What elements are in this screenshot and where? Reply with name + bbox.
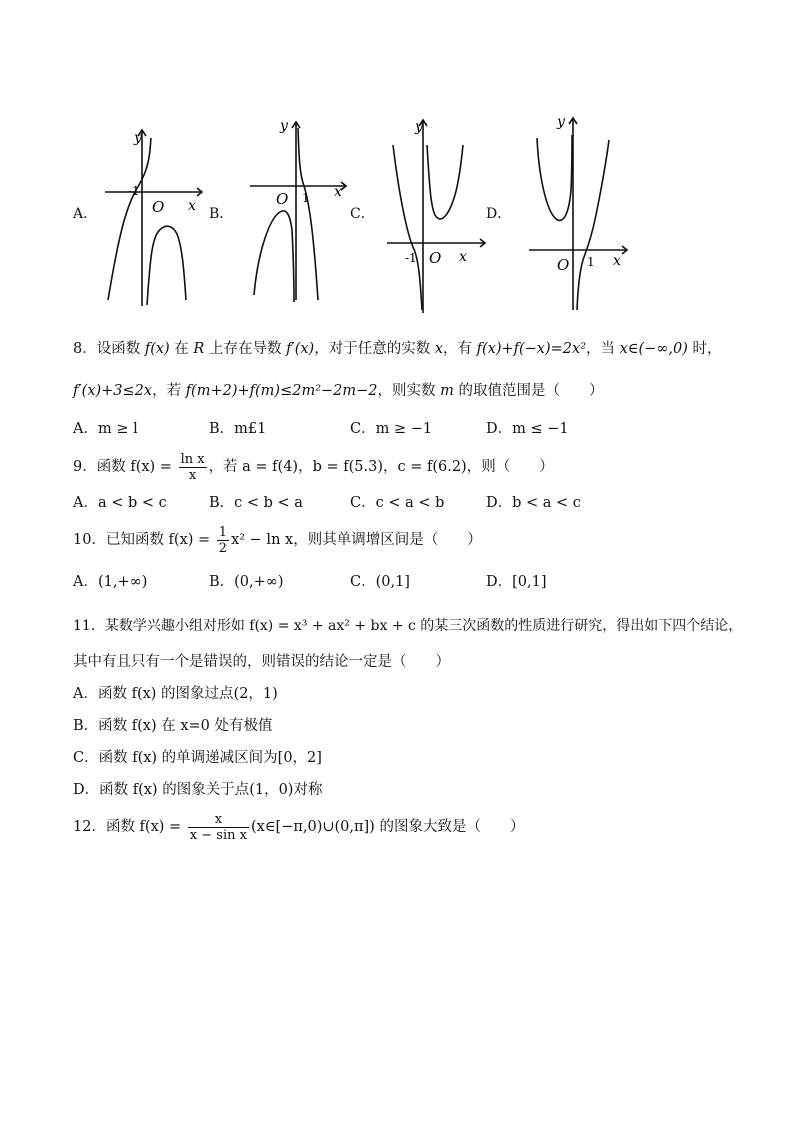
q10-numerator: 1 xyxy=(218,524,228,540)
graph-option-c-label: C． xyxy=(350,206,375,222)
tick-minus-1: -1 xyxy=(128,184,140,198)
q8-math: x xyxy=(434,341,444,357)
q8-text: ，则实数 xyxy=(377,383,441,399)
x-label: x xyxy=(459,249,467,265)
y-label: y xyxy=(415,119,423,135)
q8-text: 8．设函数 xyxy=(73,341,145,357)
q9-option-d: D．b < a < c xyxy=(486,495,581,511)
q8-text: ，对于任意的实数 xyxy=(314,341,435,357)
q10-option-d: D．[0,1] xyxy=(486,574,547,590)
x-label: x xyxy=(188,198,196,214)
q8-option-d: D．m ≤ −1 xyxy=(486,421,569,437)
q8-math: x∈(−∞,0) xyxy=(619,341,688,357)
curve-right xyxy=(427,145,463,219)
q8-text: 在 xyxy=(169,341,194,357)
q8-math: m xyxy=(440,383,454,399)
q9-option-b: B．c < b < a xyxy=(209,495,303,511)
curve-right xyxy=(577,140,609,310)
q9-text: 9．函数 f(x) = xyxy=(73,459,177,475)
q8-math: f(x)+f(−x)=2x² xyxy=(476,341,587,357)
q8-option-c: C．m ≥ −1 xyxy=(350,421,433,437)
graph-option-d-label: D． xyxy=(486,206,512,222)
curve-right xyxy=(298,128,318,300)
q12-numerator: x xyxy=(188,812,249,828)
curve-left xyxy=(393,145,422,310)
y-label: y xyxy=(557,114,565,130)
curve-left xyxy=(108,138,151,300)
question-8-line-1 xyxy=(73,339,722,359)
q8-text: 时， xyxy=(687,341,722,357)
q8-math: f(m+2)+f(m)≤2m²−2m−2 xyxy=(185,383,378,399)
q8-option-a: A．m ≥ l xyxy=(73,421,138,437)
question-9 xyxy=(73,450,554,484)
question-10 xyxy=(73,523,482,557)
q10-option-b: B．(0,+∞) xyxy=(209,574,284,590)
x-label: x xyxy=(613,253,621,269)
tick-1: 1 xyxy=(302,191,310,205)
graph-option-b-label: B． xyxy=(209,206,234,222)
origin-label: O xyxy=(152,198,165,216)
q9-text: ，若 a = f(4)，b = f(5.3)，c = f(6.2)，则（ ） xyxy=(208,459,554,475)
graph-c xyxy=(385,115,495,315)
q8-text: 上存在导数 xyxy=(204,341,287,357)
origin-label: O xyxy=(557,256,570,274)
q8-math: R xyxy=(193,341,205,357)
q10-text: x² − ln x，则其单调增区间是（ ） xyxy=(231,532,482,548)
q12-text: 12．函数 f(x) = xyxy=(73,819,186,835)
q11-option-c: C．函数 f(x) 的单调递减区间为[0，2] xyxy=(73,750,322,766)
q12-fraction xyxy=(188,812,249,843)
curve-left xyxy=(537,135,572,220)
origin-label: O xyxy=(276,190,289,208)
q9-option-a: A．a < b < c xyxy=(73,495,167,511)
question-8-line-2 xyxy=(73,381,603,401)
q10-text: 10．已知函数 f(x) = xyxy=(73,532,215,548)
q9-fraction xyxy=(179,452,207,483)
graph-option-a-label: A． xyxy=(73,206,98,222)
x-label: x xyxy=(334,184,342,200)
graph-a xyxy=(100,120,210,310)
curve-left xyxy=(254,211,294,302)
q8-text: 的取值范围是（ ） xyxy=(453,383,604,399)
tick-1: 1 xyxy=(587,255,595,269)
q8-math: f′(x) xyxy=(286,341,315,357)
q10-option-c: C．(0,1] xyxy=(350,574,410,590)
q9-numerator: ln x xyxy=(180,451,205,467)
q8-text: ，若 xyxy=(152,383,186,399)
tick-minus-1: -1 xyxy=(405,251,417,265)
question-11-line-2: 其中有且只有一个是错误的，则错误的结论一定是（ ） xyxy=(73,654,450,670)
q12-denominator: x − sin x xyxy=(189,827,247,843)
y-label: y xyxy=(280,118,288,134)
q11-option-d: D．函数 f(x) 的图象关于点(1，0)对称 xyxy=(73,782,323,798)
q10-denominator: 2 xyxy=(218,540,228,556)
curve-right xyxy=(147,226,186,305)
q11-option-a: A．函数 f(x) 的图象过点(2，1) xyxy=(73,686,278,702)
q10-option-a: A．(1,+∞) xyxy=(73,574,148,590)
q9-option-c: C．c < a < b xyxy=(350,495,445,511)
graph-d xyxy=(525,110,635,320)
q11-option-b: B．函数 f(x) 在 x=0 处有极值 xyxy=(73,718,273,734)
q8-text: ，有 xyxy=(443,341,477,357)
question-11-line-1: 11．某数学兴趣小组对形如 f(x) = x³ + ax² + bx + c 的某三次函数的性质进行研究，得出如下四个结论， xyxy=(73,618,743,634)
q8-option-b: B．m£1 xyxy=(209,421,267,437)
origin-label: O xyxy=(429,249,442,267)
q8-math: f′(x)+3≤2x xyxy=(73,383,153,399)
q10-fraction xyxy=(217,525,229,556)
q9-denominator: x xyxy=(188,467,197,483)
y-label: y xyxy=(134,130,142,146)
q8-text: ，当 xyxy=(586,341,620,357)
graph-b xyxy=(248,110,358,310)
question-12 xyxy=(73,810,524,844)
q12-text: (x∈[−π,0)∪(0,π]) 的图象大致是（ ） xyxy=(250,819,525,835)
q8-math: f(x) xyxy=(144,341,170,357)
